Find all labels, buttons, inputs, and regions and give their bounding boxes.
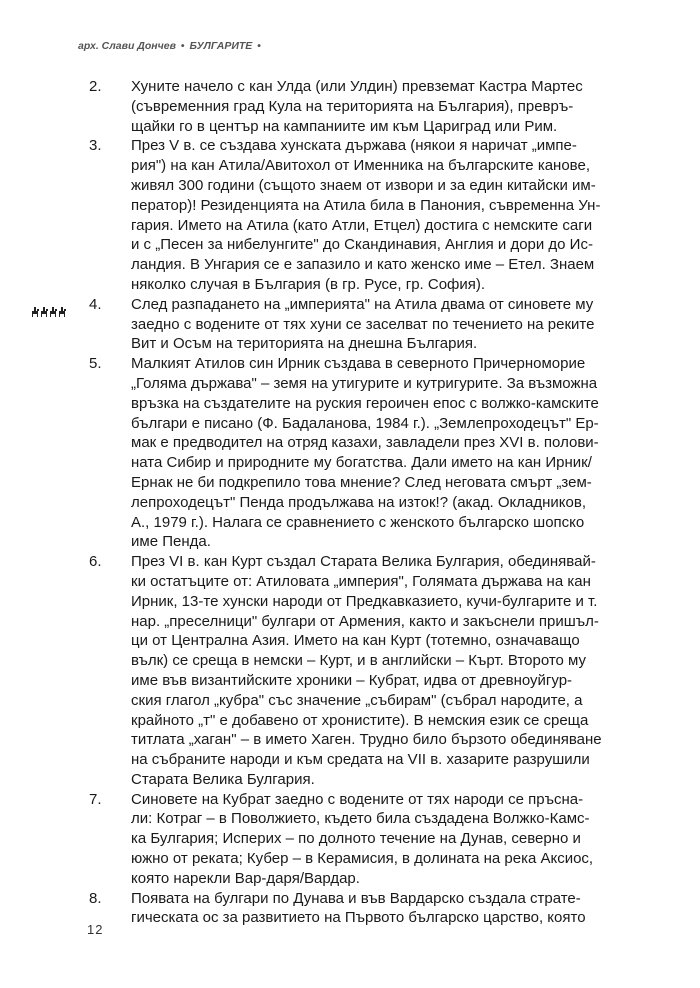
text-line: име във византийските хроники – Кубрат, идва от древноуйгур- xyxy=(131,671,573,689)
text-line: титлата „хаган" – в името Хаген. Трудно било бързото обединяване xyxy=(131,731,602,749)
text-line: живял 300 години (същото знаем от извори и за един китайски им- xyxy=(131,176,596,194)
text-line: южно от реката; Кубер – в Керамисия, в долината на река Аксиос, xyxy=(131,850,594,868)
text-line: През VI в. кан Курт създал Старата Велика Булгария, обединявай- xyxy=(131,553,596,571)
text-line: мак е предводител на отряд казахи, завладели през XVI в. полови- xyxy=(131,434,599,452)
text-line: (съвременния град Кула на територията на България), превръ- xyxy=(131,97,574,115)
list-item-number: 3. xyxy=(89,137,102,155)
text-line: Хуните начело с кан Улда (или Улдин) превземат Кастра Мартес xyxy=(131,78,583,95)
list-item-text xyxy=(131,889,629,929)
text-line: Синовете на Кубрат заедно с водените от тях народи се пръсна- xyxy=(131,790,584,808)
list-item-number: 8. xyxy=(89,889,102,907)
text-line: няколко случая в България (в гр. Русе, гр. София). xyxy=(131,275,486,293)
list-item-number: 6. xyxy=(89,553,102,571)
list-item-text xyxy=(131,136,629,294)
text-line: ки остатъците от: Атиловата „империя", Голямата държава на кан xyxy=(131,572,591,590)
header-separator-trailing: • xyxy=(257,40,261,52)
text-line: Ернак не би подкрепило това мнение? След неговата смърт „зем- xyxy=(131,473,592,491)
list-item xyxy=(89,136,629,294)
text-line: Появата на булгари по Дунава и във Вардарско създала страте- xyxy=(131,889,581,907)
text-line: След разпадането на „империята" на Атила двама от синовете му xyxy=(131,295,594,313)
page-number: 12 xyxy=(87,922,104,937)
text-line: ка Булгария; Исперих – по долното течение на Дунав, северно и xyxy=(131,830,581,848)
text-line: А., 1979 г.). Налага се сравнението с женското българско шопско xyxy=(131,513,585,531)
text-line: Малкият Атилов син Ирник създава в северното Причерноморие xyxy=(131,355,586,373)
text-line: на събраните народи и към средата на VII в. хазарите разрушили xyxy=(131,751,590,769)
text-line: ския глагол „кубра" със значение „събирам" (събрал народите, а xyxy=(131,691,583,709)
text-line: Вит и Осъм на територията на днешна България. xyxy=(131,335,478,353)
text-line: Ирник, 13-те хунски народи от Предкавказието, кучи-булгарите и т. xyxy=(131,592,598,610)
text-line: гическата ос за развитието на Първото българско царство, която xyxy=(131,909,586,927)
header-title: БУЛГАРИТЕ xyxy=(189,40,253,52)
text-line: „Голяма държава" – земя на утигурите и кутригурите. За възможна xyxy=(131,374,598,392)
list-item-number: 5. xyxy=(89,355,102,373)
list-item-text xyxy=(131,552,629,790)
text-line: и с „Песен за нибелунгите" до Скандинавия, Англия и дори до Ис- xyxy=(131,236,593,254)
text-line: вълк) се среща в немски – Курт, и в английски – Кърт. Второто му xyxy=(131,652,587,670)
list-item xyxy=(89,354,629,552)
text-line: крайното „т" е добавено от хронистите). В немския език се среща xyxy=(131,711,589,729)
text-line: нар. „преселници" булгари от Армения, както и закъснели пришъл- xyxy=(131,612,599,630)
text-line: ператор)! Резиденцията на Атила била в Панония, съвременна Ун- xyxy=(131,196,601,214)
list-item xyxy=(89,295,629,354)
list-item xyxy=(89,889,629,929)
running-header xyxy=(78,40,263,52)
list-item-text xyxy=(131,295,629,354)
list-item-text xyxy=(131,77,629,136)
horse-riders-ornament-icon xyxy=(31,306,67,318)
list-item xyxy=(89,77,629,136)
text-line: име Пенда. xyxy=(131,533,211,551)
text-line: През V в. се създава хунската държава (някои я наричат „импе- xyxy=(131,137,577,155)
text-line: щайки го в център на кампаниите им към Цариград или Рим. xyxy=(131,117,558,135)
list-item xyxy=(89,790,629,889)
numbered-list xyxy=(89,77,629,928)
text-line: връзка на създателите на руския героичен епос с волжко-камските xyxy=(131,394,599,412)
text-line: ци от Централна Азия. Името на кан Курт (тотемно, означаващо xyxy=(131,632,580,650)
text-line: рия") на кан Атила/Авитохол от Именника на българските канове, xyxy=(131,157,590,175)
list-item-text xyxy=(131,354,629,552)
list-item-number: 7. xyxy=(89,790,102,808)
text-line: която нарекли Вар-даря/Вардар. xyxy=(131,869,360,887)
text-line: ландия. В Унгария се е запазило и като женско име – Етел. Знаем xyxy=(131,256,595,274)
list-item xyxy=(89,552,629,790)
list-item-number: 4. xyxy=(89,295,102,313)
text-line: заедно с водените от тях хуни се заселват по течението на реките xyxy=(131,315,595,333)
text-line: гария. Името на Атила (като Атли, Етцел) достига с немските саги xyxy=(131,216,593,234)
text-line: българи е писано (Ф. Бадаланова, 1984 г.). „Землепроходецът" Ер- xyxy=(131,414,599,432)
header-author: арх. Слави Дончев xyxy=(78,40,176,52)
text-line: лепроходецът" Пенда продължава на изток!? (акад. Окладников, xyxy=(131,493,586,511)
list-item-number: 2. xyxy=(89,78,102,95)
header-separator: • xyxy=(180,40,185,52)
text-line: ли: Котраг – в Поволжието, където била създадена Волжко-Камс- xyxy=(131,810,590,828)
text-line: ната Сибир и природните му богатства. Дали името на кан Ирник/ xyxy=(131,454,592,472)
list-item-text xyxy=(131,790,629,889)
text-line: Старата Велика Булгария. xyxy=(131,770,315,788)
